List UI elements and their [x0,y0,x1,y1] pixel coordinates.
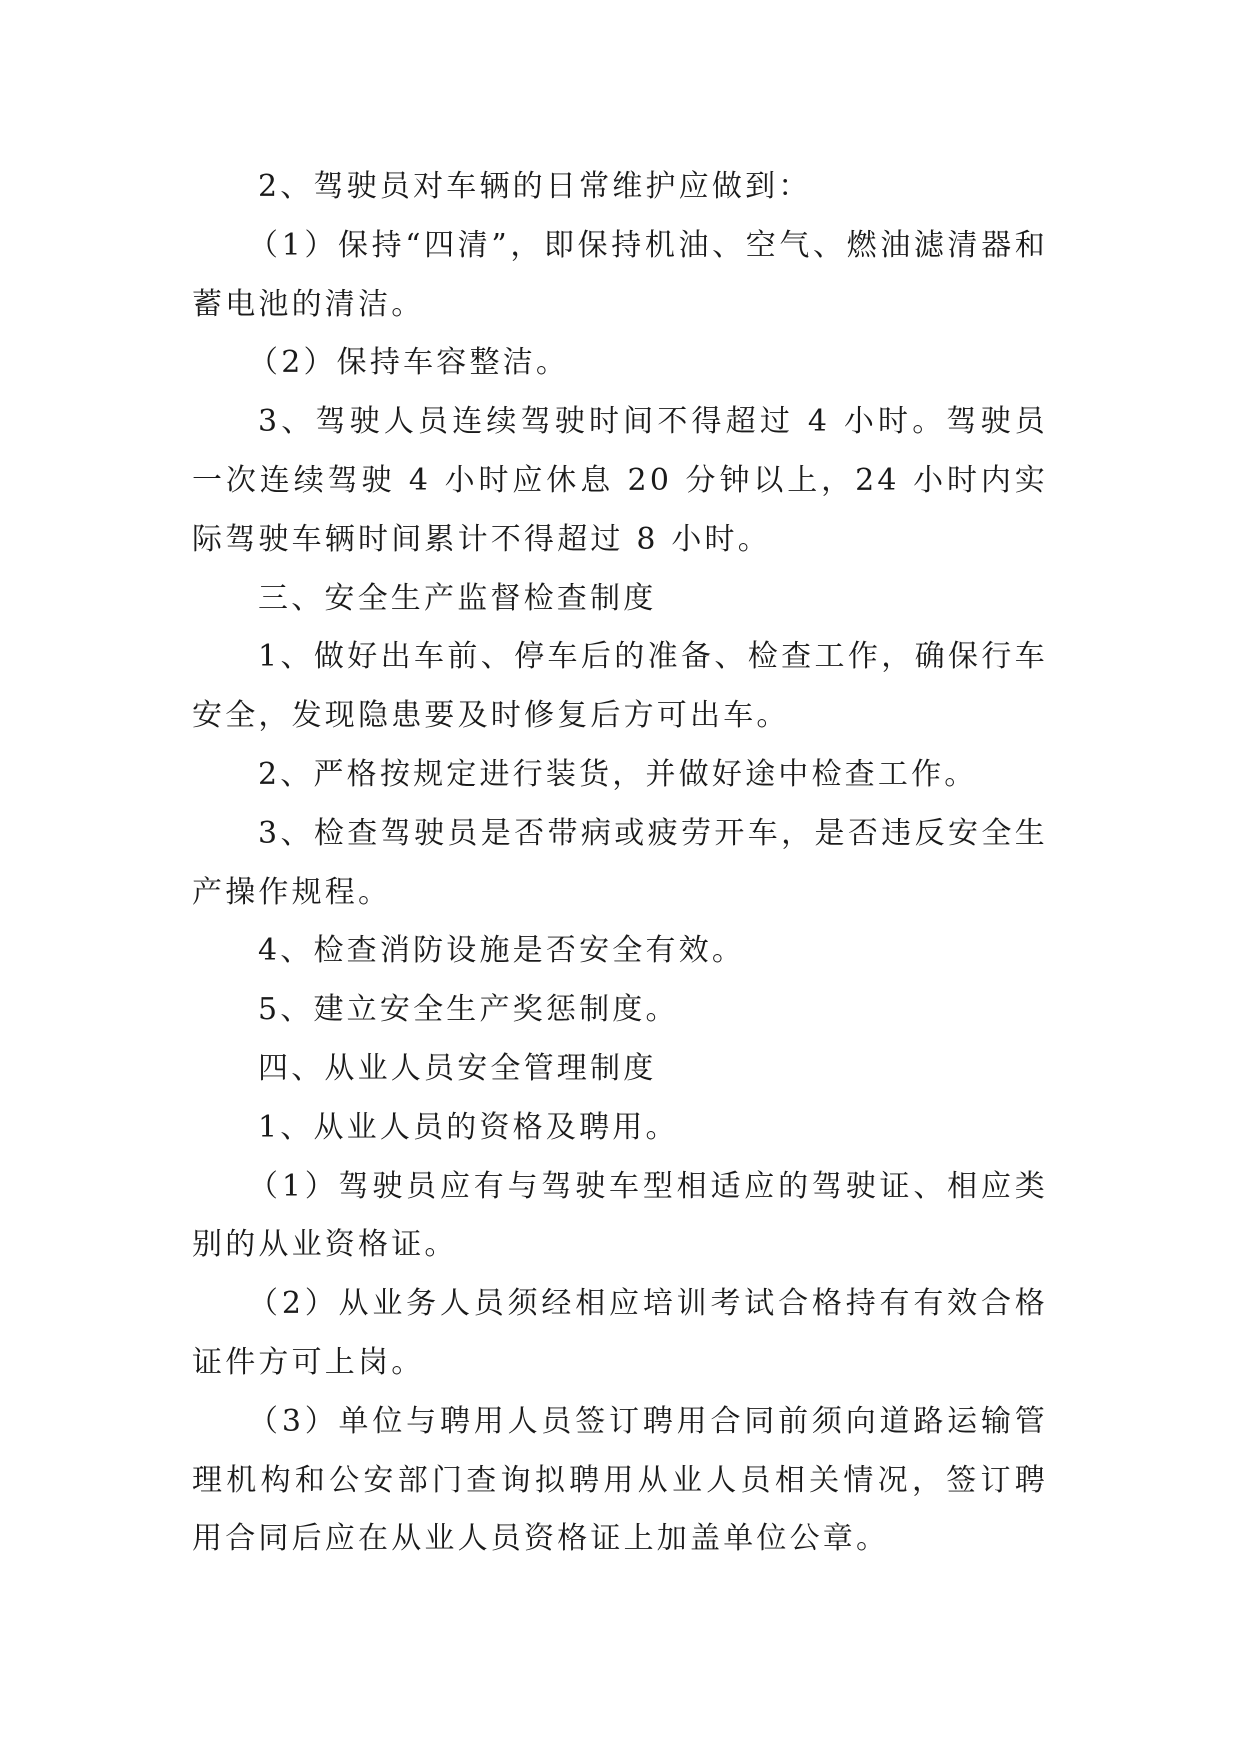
paragraph-rewards-penalties: 5、建立安全生产奖惩制度。 [258,992,679,1028]
paragraph-vehicle-tidy: （2）保持车容整洁。 [248,345,570,381]
section-heading-safety-supervision: 三、安全生产监督检查制度 [258,580,657,616]
paragraph-qualification-hiring: 1、从业人员的资格及聘用。 [258,1109,679,1145]
paragraph-daily-maintenance: 2、驾驶员对车辆的日常维护应做到： [258,169,812,204]
document-body [192,158,1048,1569]
section-heading-personnel-management: 四、从业人员安全管理制度 [258,1050,657,1086]
paragraph-loading-rules: 2、严格按规定进行装货，并做好途中检查工作。 [258,756,978,792]
paragraph-pre-departure-check: 1、做好出车前、停车后的准备、检查工作，确保行车安全，发现隐患要及时修复后方可出车。 [192,639,1048,734]
paragraph-employment-contract: （3）单位与聘用人员签订聘用合同前须向道路运输管理机构和公安部门查询拟聘用从业人员相关情况，签订聘用合同后应在从业人员资格证上加盖单位公章。 [192,1403,1048,1557]
paragraph-fire-facilities: 4、检查消防设施是否安全有效。 [258,933,746,969]
paragraph-training-certificate: （2）从业务人员须经相应培训考试合格持有有效合格证件方可上岗。 [192,1286,1048,1380]
paragraph-driver-fatigue: 3、检查驾驶员是否带病或疲劳开车，是否违反安全生产操作规程。 [192,815,1048,910]
paragraph-driver-license: （1）驾驶员应有与驾驶车型相适应的驾驶证、相应类别的从业资格证。 [192,1168,1048,1263]
paragraph-driving-time: 3、驾驶人员连续驾驶时间不得超过 4 小时。驾驶员一次连续驾驶 4 小时应休息 20 分钟以上，24 小时内实际驾驶车辆时间累计不得超过 8 小时。 [192,404,1048,557]
paragraph-four-clean: （1）保持“四清”，即保持机油、空气、燃油滤清器和蓄电池的清洁。 [192,227,1048,322]
